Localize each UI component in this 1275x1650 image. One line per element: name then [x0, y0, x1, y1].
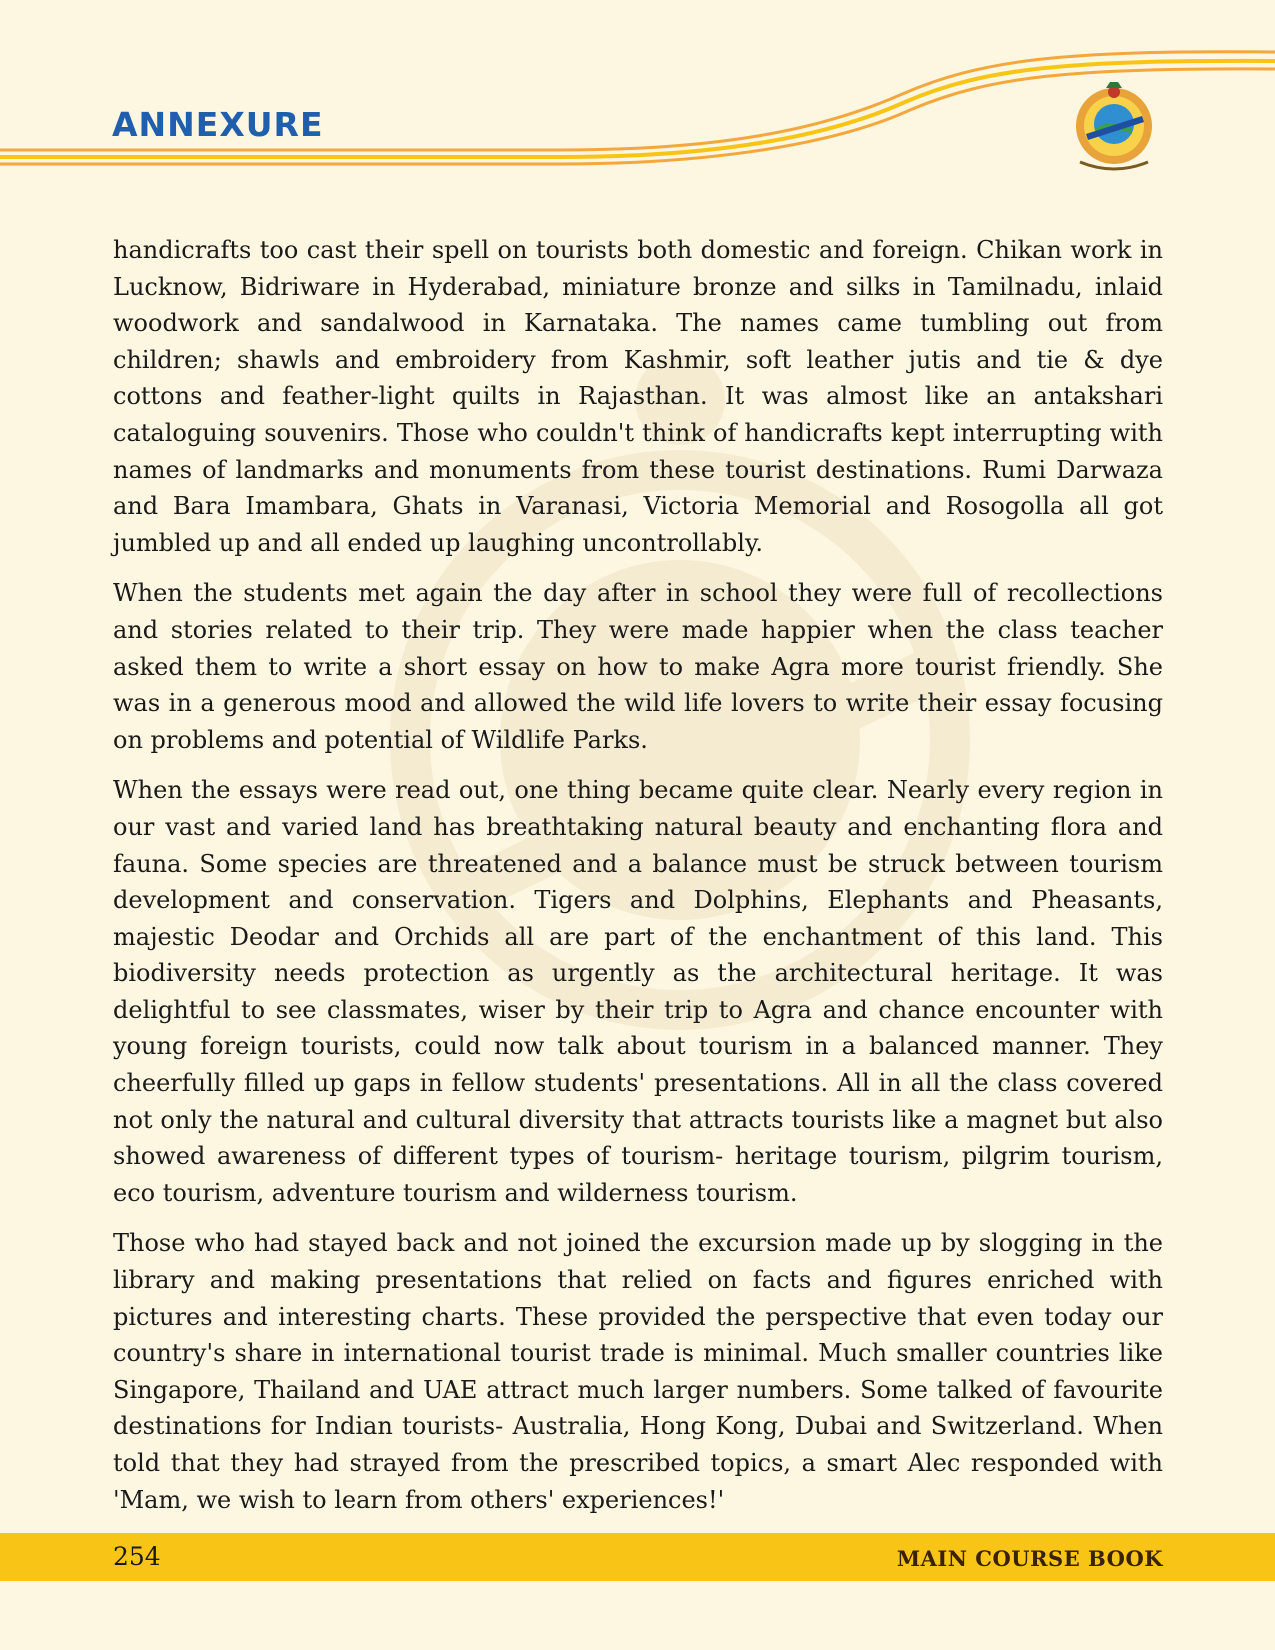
school-logo-icon — [1066, 78, 1162, 178]
paragraph: Those who had stayed back and not joined the excursion made up by slogging in the library and making presentations that relied on facts and figures enriched with pictures and interesting charts. These provided the perspective that even today our country's share in international tourist trade is minimal. Much smaller countries like Singapore, Thailand and UAE attract much larger numbers. Some talked of favourite destinations for Indian tourists- Australia, Hong Kong, Dubai and Switzerland. When told that they had strayed from the prescribed topics, a smart Alec responded with 'Mam, we wish to learn from others' experiences!' — [113, 1229, 1163, 1514]
book-title: MAIN COURSE BOOK — [896, 1546, 1163, 1571]
paragraph: handicrafts too cast their spell on tourists both domestic and foreign. Chikan work in Lucknow, Bidriware in Hyderabad, miniature bronze and silks in Tamilnadu, inlaid woodwork and sandalwood in Karnataka. The names came tumbling out from children; shawls and embroidery from Kashmir, soft leather jutis and tie & dye cottons and feather-light quilts in Rajasthan. It was almost like an antakshari cataloguing souvenirs. Those who couldn't think of handicrafts kept interrupting with names of landmarks and monuments from these tourist destinations. Rumi Darwaza and Bara Imambara, Ghats in Varanasi, Victoria Memorial and Rosogolla all got jumbled up and all ended up laughing uncontrollably. — [113, 236, 1163, 557]
page-title: ANNEXURE — [112, 105, 324, 144]
paragraph: When the essays were read out, one thing became quite clear. Nearly every region in our vast and varied land has breathtaking natural beauty and enchanting flora and fauna. Some species are threatened and a balance must be struck between tourism development and conservation. Tigers and Dolphins, Elephants and Pheasants, majestic Deodar and Orchids all are part of the enchantment of this land. This biodiversity needs protection as urgently as the architectural heritage. It was delightful to see classmates, wiser by their trip to Agra and chance encounter with young foreign tourists, could now talk about tourism in a balanced manner. They cheerfully filled up gaps in fellow students' presentations. All in all the class covered not only the natural and cultural diversity that attracts tourists like a magnet but also showed awareness of different types of tourism- heritage tourism, pilgrim tourism, eco tourism, adventure tourism and wilderness tourism. — [113, 776, 1163, 1207]
paragraph: When the students met again the day after in school they were full of recollections and stories related to their trip. They were made happier when the class teacher asked them to write a short essay on how to make Agra more tourist friendly. She was in a generous mood and allowed the wild life lovers to write their essay focusing on problems and potential of Wildlife Parks. — [113, 579, 1163, 754]
body-text — [113, 232, 1163, 1532]
page-number: 254 — [113, 1542, 161, 1571]
